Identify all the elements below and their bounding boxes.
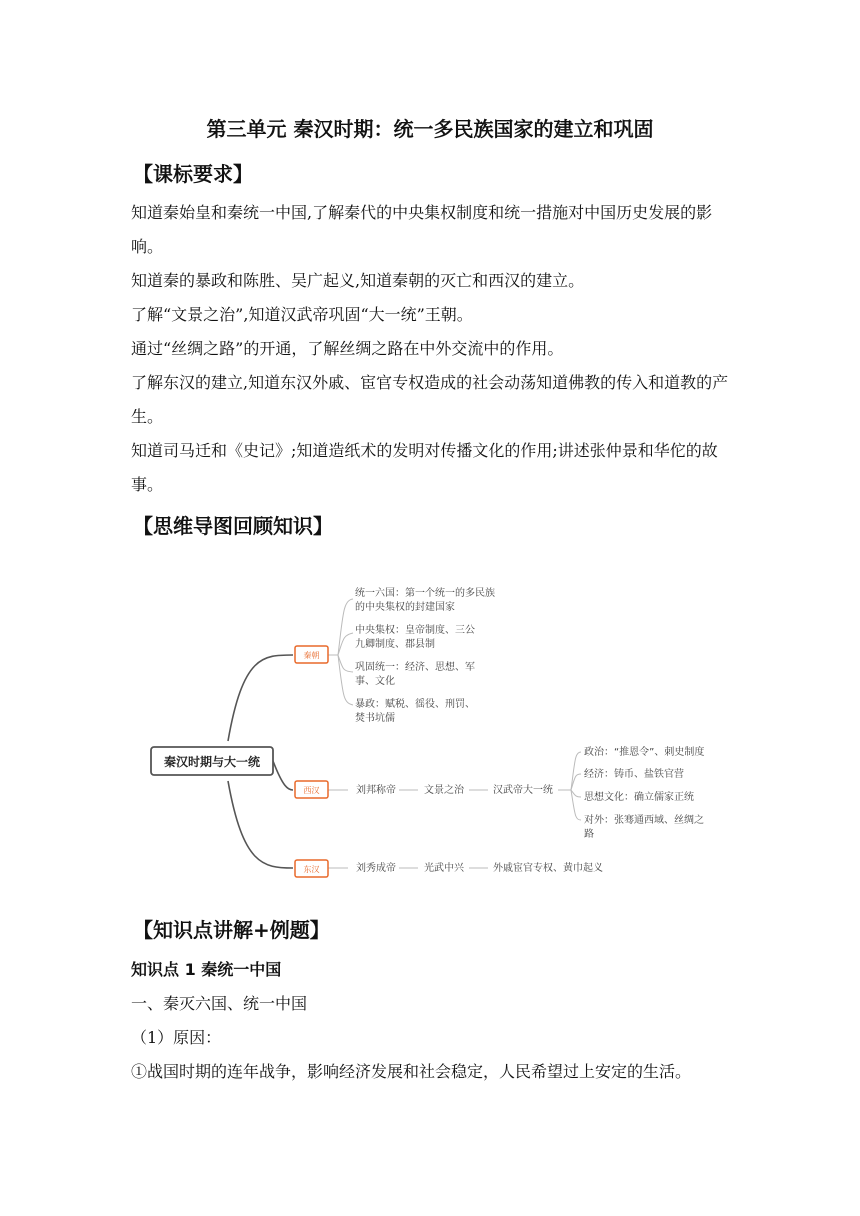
cause-label: （1）原因：: [131, 1028, 222, 1047]
donghan-chain-item: 刘秀成帝: [356, 863, 396, 874]
connector: [273, 761, 293, 790]
page-title: 第三单元 秦汉时期：统一多民族国家的建立和巩固: [206, 117, 654, 141]
connector: [228, 655, 293, 741]
requirement-item: 通过“丝绸之路”的开通，了解丝绸之路在中外交流中的作用。: [131, 339, 564, 358]
section-heading-points: 【知识点讲解+例题】: [133, 918, 330, 942]
connector: [228, 781, 293, 868]
wudi-item-line: 对外：张骞通西域、丝绸之: [584, 815, 704, 826]
mindmap-root-label: 秦汉时期与大一统: [163, 755, 261, 769]
cause-item: ①战国时期的连年战争，影响经济发展和社会稳定，人民希望过上安定的生活。: [131, 1062, 692, 1081]
requirement-item: 知道秦始皇和秦统一中国,了解秦代的中央集权制度和统一措施对中国历史发展的影响。: [131, 203, 713, 256]
branch-label-donghan: 东汉: [303, 865, 320, 874]
qin-item-line: 中央集权：皇帝制度、三公: [355, 625, 475, 636]
wudi-item-line: 政治：“推恩令”、刺史制度: [584, 747, 705, 758]
requirement-item: 了解“文景之治”,知道汉武帝巩固“大一统”王朝。: [131, 305, 473, 324]
qin-item-line: 统一六国：第一个统一的多民族: [355, 588, 495, 599]
branch-label-qin: 秦朝: [303, 651, 320, 660]
branch-label-xihan: 西汉: [303, 786, 320, 795]
subheading: 一、秦灭六国、统一中国: [131, 994, 308, 1013]
qin-item-line: 暴政：赋税、徭役、刑罚、: [355, 699, 475, 710]
donghan-chain-item: 外戚宦官专权、黄巾起义: [493, 863, 603, 874]
requirement-item: 知道秦的暴政和陈胜、吴广起义,知道秦朝的灭亡和西汉的建立。: [131, 271, 585, 290]
wudi-item-line: 思想文化：确立儒家正统: [584, 792, 694, 803]
xihan-chain-item: 汉武帝大一统: [493, 785, 553, 796]
qin-item-line: 事、文化: [355, 676, 395, 687]
qin-item-line: 的中央集权的封建国家: [355, 602, 455, 613]
mind-map: [143, 575, 743, 885]
section-heading-requirements: 【课标要求】: [133, 162, 253, 186]
wudi-item-line: 经济：铸币、盐铁官营: [584, 769, 684, 780]
requirements-list: [131, 196, 736, 502]
donghan-chain-item: 光武中兴: [424, 863, 464, 874]
knowledge-point-heading: 知识点 1 秦统一中国: [131, 960, 282, 979]
xihan-chain-item: 刘邦称帝: [356, 785, 396, 796]
requirement-item: 知道司马迁和《史记》;知道造纸术的发明对传播文化的作用;讲述张仲景和华佗的故事。: [131, 441, 718, 494]
wudi-item-line: 路: [584, 829, 594, 840]
qin-item-line: 九卿制度、郡县制: [355, 639, 435, 650]
section-heading-mindmap: 【思维导图回顾知识】: [133, 514, 333, 538]
xihan-chain-item: 文景之治: [424, 785, 464, 796]
qin-item-line: 巩固统一：经济、思想、军: [355, 662, 475, 673]
qin-item-line: 焚书坑儒: [355, 713, 395, 724]
requirement-item: 了解东汉的建立,知道东汉外戚、宦官专权造成的社会动荡知道佛教的传入和道教的产生。: [131, 373, 729, 426]
